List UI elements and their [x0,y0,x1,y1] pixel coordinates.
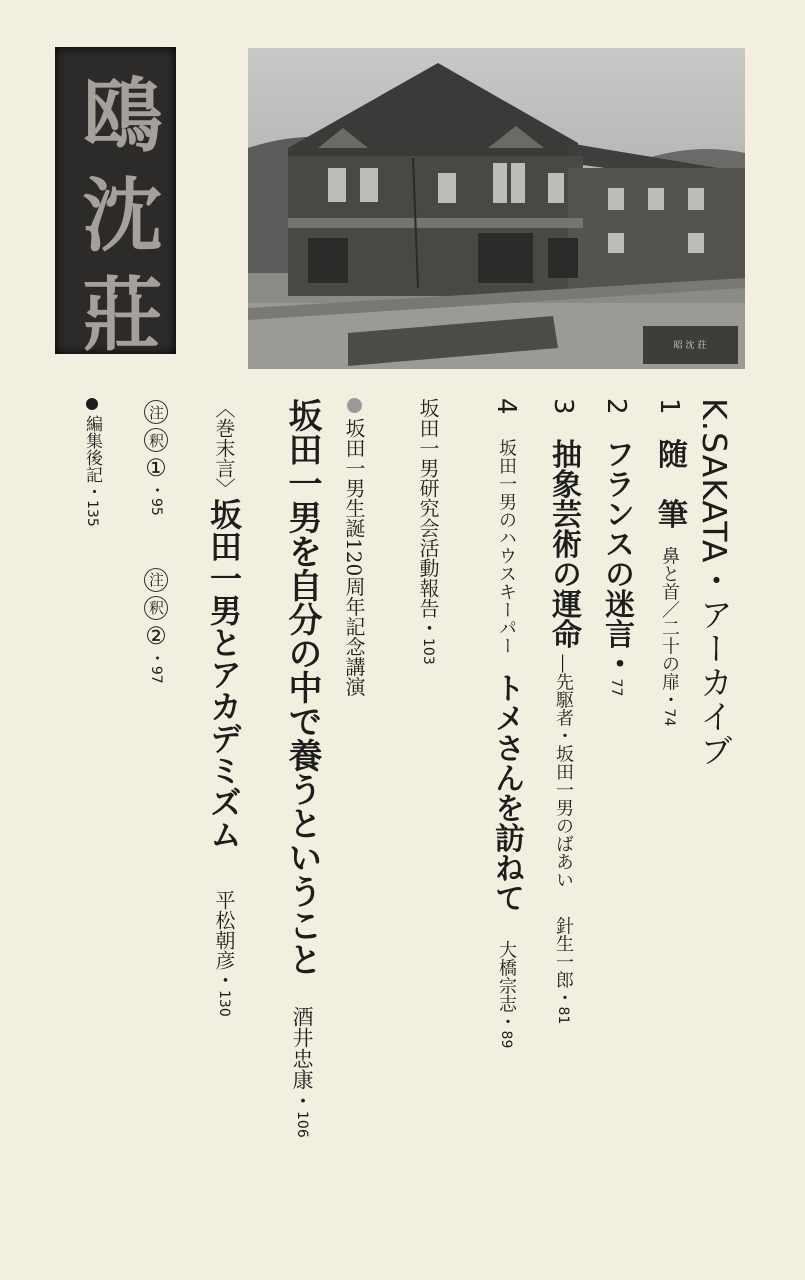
archive-heading: K.SAKATA・アーカイブ [695,398,734,768]
entry-4-number: 4 [491,398,521,415]
note-2-circle-2: 釈 [144,596,168,620]
lecture-title: 坂田一男を自分の中で養うということ [282,398,322,976]
entry-3-title: 抽象芸術の運命 [546,438,581,649]
entry-1-page: 74 [661,708,677,727]
lecture-label [340,398,369,696]
toc-entry-1[interactable] [647,398,691,726]
building-photo-illustration [248,48,745,369]
closing-label: 〈巻末言〉 [212,398,236,498]
entry-1-subtitle: 鼻と首／二十の扉・ [659,546,680,709]
toc-entry-2[interactable] [594,398,638,696]
toc-entry-3[interactable] [541,398,585,1024]
entry-2-title: フランスの迷言・ [599,438,634,679]
note-2-page: 97 [148,665,164,684]
toc-entry-report[interactable] [414,398,443,665]
entry-3-subtitle: ―先駆者・坂田一男のばあい [553,654,574,889]
plaque-text: 鴎 沈 莊 [69,73,163,349]
note-1-circle: 注 [144,400,168,424]
entry-4-author: 大橋宗志・ [496,940,517,1031]
editor-title: 編集後記・ [82,415,102,500]
closing-page: 130 [216,990,232,1017]
bullet-dot-icon [347,398,362,413]
entry-4-page: 89 [498,1030,514,1049]
note-1-page: 95 [148,498,164,516]
entry-2-number: 2 [601,398,631,415]
entry-3-author: 針生一郎・ [553,916,574,1007]
lecture-label-text: 坂田一男生誕120周年記念講演 [342,418,366,697]
wooden-name-plaque [55,47,176,354]
entry-4-title: トメさんを訪ねて [489,672,524,913]
toc-entry-4[interactable] [484,398,528,1048]
toc-entry-closing[interactable] [201,398,247,1017]
note-1-number: ① [142,454,170,482]
entry-3-number: 3 [548,398,578,415]
report-page: 103 [420,638,436,665]
building-photo [248,48,745,369]
entry-4-subtitle: 坂田一男のハウスキーパー [496,438,517,655]
note-1-circle-2: 釈 [144,428,168,452]
entry-2-page: 77 [608,678,624,697]
toc-entry-lecture[interactable] [278,398,327,1138]
closing-title: 坂田一男とアカデミズム [205,498,243,850]
editor-page: 135 [84,500,100,527]
note-2-number: ② [142,621,170,650]
report-title: 坂田一男研究会活動報告・ [416,398,440,638]
entry-1-title: 随 筆 [652,438,687,529]
toc-entry-notes[interactable]: 注釈①・95注釈②・97 [142,398,170,684]
toc-entry-editor[interactable] [80,398,105,527]
entry-3-page: 81 [555,1006,571,1025]
lecture-page: 106 [294,1111,310,1138]
bullet-dot-icon [86,398,98,410]
note-2-circle: 注 [144,568,168,592]
entry-1-number: 1 [654,398,684,415]
photo-caption: 昭 沈 荘 [673,341,707,351]
lecture-author: 酒井忠康・ [290,1006,314,1111]
closing-author: 平松朝彦・ [212,890,236,990]
